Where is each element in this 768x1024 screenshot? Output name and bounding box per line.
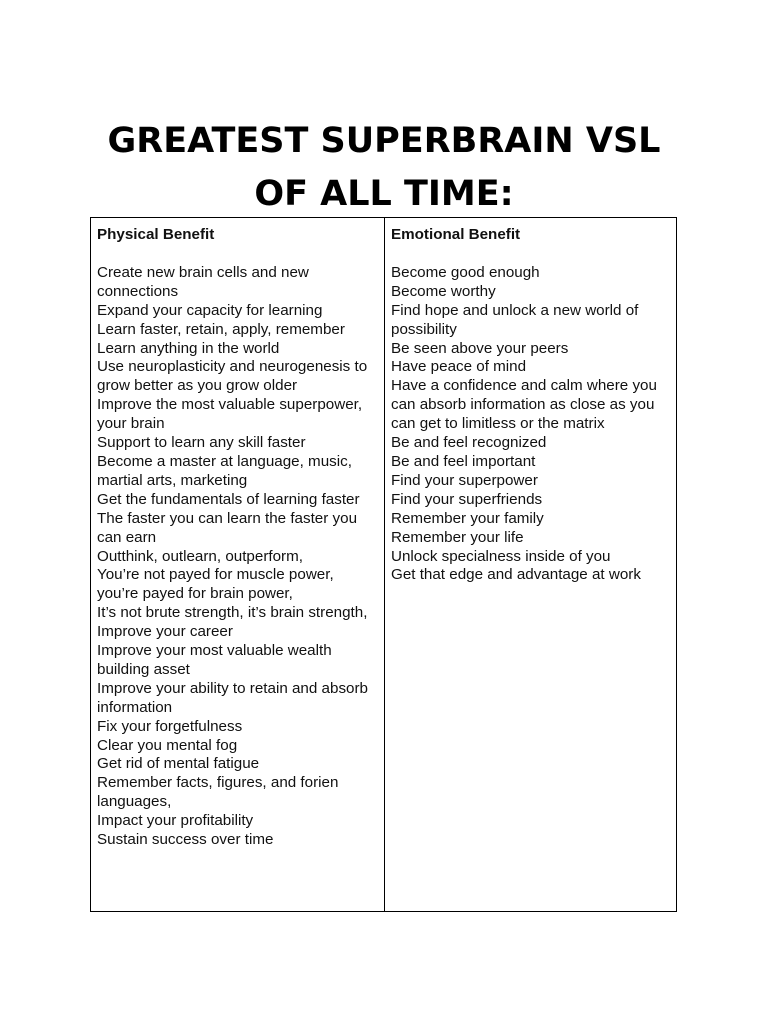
emotional-benefit-item: Have a confidence and calm where you can absorb information as close as you can get to limitless or the matrix [391, 377, 657, 433]
physical-benefit-column [91, 218, 385, 911]
physical-benefit-item: Use neuroplasticity and neurogenesis to grow better as you grow older [97, 358, 368, 395]
emotional-benefit-item: Find your superpower [391, 471, 538, 489]
emotional-benefit-item: Have peace of mind [391, 358, 527, 376]
physical-benefit-item: Improve your career [97, 623, 233, 641]
physical-benefit-item: Get the fundamentals of learning faster [97, 490, 360, 508]
physical-benefit-item: Improve your most valuable wealth building asset [97, 642, 332, 678]
emotional-benefit-item: Find your superfriends [391, 490, 543, 508]
emotional-benefit-item: Be and feel recognized [391, 434, 547, 452]
physical-benefit-item: Create new brain cells and new connections [97, 263, 309, 300]
physical-benefit-item: Learn anything in the world [97, 339, 280, 357]
page-title [0, 115, 768, 221]
physical-benefit-item: Clear you mental fog [97, 736, 238, 754]
benefits-table [90, 217, 677, 912]
emotional-benefit-item: Remember your family [391, 509, 544, 527]
physical-benefit-item: Learn faster, retain, apply, remember [97, 320, 345, 338]
emotional-benefit-item: Be seen above your peers [391, 339, 569, 357]
physical-benefit-item: Impact your profitability [97, 812, 254, 830]
physical-benefit-item: Remember facts, figures, and forien languages, [97, 774, 339, 811]
emotional-benefit-column [385, 218, 676, 911]
physical-benefit-item: The faster you can learn the faster you can earn [97, 509, 358, 546]
title-line-2: OF ALL TIME: [254, 174, 514, 215]
emotional-benefit-item: Remember your life [391, 528, 524, 546]
physical-benefit-item: Sustain success over time [97, 831, 274, 849]
emotional-benefit-item: Get that edge and advantage at work [391, 566, 641, 584]
physical-benefit-list [97, 264, 378, 850]
physical-benefit-header: Physical Benefit [97, 226, 215, 243]
physical-benefit-item: Become a master at language, music, martial arts, marketing [97, 452, 352, 489]
physical-benefit-item: Expand your capacity for learning [97, 301, 323, 319]
physical-benefit-item: Improve your ability to retain and absorb information [97, 679, 368, 716]
emotional-benefit-item: Find hope and unlock a new world of possibility [391, 301, 639, 338]
physical-benefit-item: Outthink, outlearn, outperform, [97, 547, 303, 565]
emotional-benefit-list [391, 264, 670, 585]
emotional-benefit-item: Become worthy [391, 282, 496, 300]
physical-benefit-item: It’s not brute strength, it’s brain strength, [97, 604, 368, 622]
emotional-benefit-item: Unlock specialness inside of you [391, 547, 611, 565]
physical-benefit-item: Improve the most valuable superpower, your brain [97, 396, 363, 433]
emotional-benefit-item: Become good enough [391, 263, 540, 281]
emotional-benefit-item: Be and feel important [391, 452, 536, 470]
physical-benefit-item: Fix your forgetfulness [97, 717, 243, 735]
physical-benefit-item: Support to learn any skill faster [97, 434, 306, 452]
physical-benefit-item: You’re not payed for muscle power, you’re payed for brain power, [97, 566, 334, 603]
physical-benefit-item: Get rid of mental fatigue [97, 755, 260, 773]
emotional-benefit-header: Emotional Benefit [391, 226, 521, 243]
title-line-1: GREATEST SUPERBRAIN VSL [107, 121, 661, 162]
